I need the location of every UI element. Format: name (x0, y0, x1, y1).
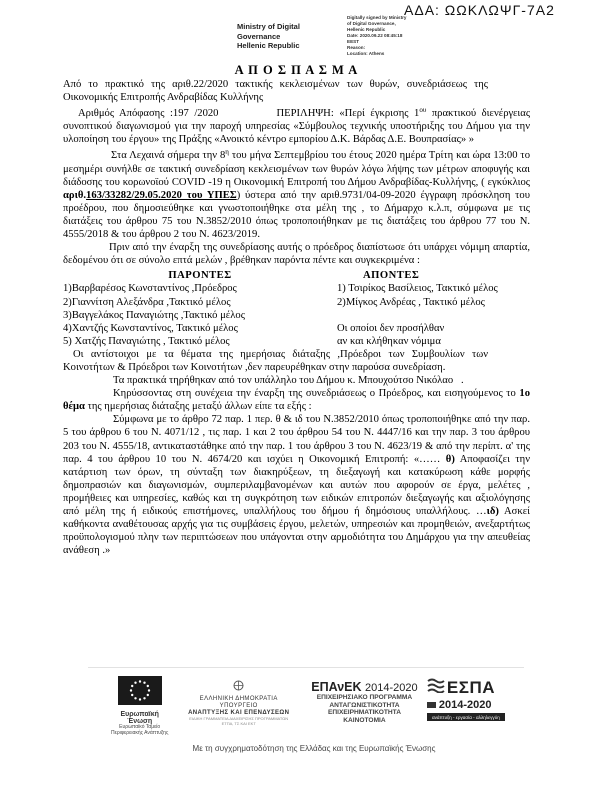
footer-divider (88, 667, 524, 668)
legal-clause-id: ιδ) (486, 506, 499, 517)
epanek-line: ΕΠΙΧΕΙΡΗΜΑΤΙΚΟΤΗΤΑ (327, 709, 401, 717)
decision-number: Αριθμός Απόφασης :197 /2020 (78, 108, 219, 120)
signature-detail-line: of Digital Governance, (347, 21, 396, 26)
legal-basis-paragraph (63, 413, 530, 557)
meeting-ordinal-superscript: η (225, 148, 229, 157)
ada-code: ΑΔΑ: ΩΩΚΛΩΨΓ-7Α2 (404, 2, 555, 18)
absent-member: 1) Τσιρίκος Βασίλειος, Τακτικό μέλος (337, 283, 498, 295)
signature-detail-line: Location: Athens (347, 51, 385, 56)
signature-ministry-line: Governance (237, 31, 281, 41)
espa-logo (423, 676, 520, 721)
epanek-title (306, 680, 423, 694)
ministry-logo (171, 676, 306, 727)
signature-detail-line: Hellenic Republic (347, 27, 386, 32)
attendance-table (63, 269, 530, 348)
present-member: 3)Βαγγελάκος Παναγιώτης ,Τακτικό μέλος (63, 309, 245, 321)
decision-summary-paragraph (63, 104, 530, 146)
espa-years: 2014-2020 (438, 699, 492, 711)
epanek-name: ΕΠΑνΕΚ (311, 680, 362, 694)
signature-ministry-line: Hellenic Republic (237, 41, 300, 50)
absent-note: αν και κλήθηκαν νόμιμα (337, 335, 441, 347)
signature-detail-line: Digitally signed by Ministry (347, 15, 407, 20)
epanek-line: ΑΝΤΑΓΩΝΙΣΤΙΚΟΤΗΤΑ (329, 701, 400, 709)
eu-name: Ευρωπαϊκή Ένωση (120, 711, 159, 725)
ministry-line: ΑΝΑΠΤΥΞΗΣ ΚΑΙ ΕΠΕΝΔΥΣΕΩΝ (188, 710, 290, 716)
epanek-line: ΕΠΙΧΕΙΡΗΣΙΑΚΟ ΠΡΟΓΡΑΜΜΑ (316, 694, 413, 701)
ministry-line: ΥΠΟΥΡΓΕΙΟ (219, 703, 258, 709)
legal-text: Σύμφωνα με το άρθρο 72 παρ. 1 περ. θ & ιδ του Ν.3852/2010 όπως τροποποιήθηκε από την παρ. 5 του άρθρου 6 του Ν. 4071/12 , τις παρ. 1 και 2 του άρθρου 54 του Ν. 4447/16 και την παρ. 3 του άρθρου 203 του Ν. 4555/18, αντικαταστάθηκε από την παρ. 1 του άρθρου 3 του Ν. 4623/19 & από την περίπτ. α' της παρ. 4 του άρθρου 10 του Ν. 4674/20 και ισχύει η Οικονομική Επιτροπή: «…… (63, 414, 530, 465)
legal-text: Αποφασίζει την κατάρτιση των όρων, τη σύνταξη των διακηρύξεων, τη διεξαγωγή και κατακύρωση κάθε μορφής δημοπρασιών και διαγωνισμών, συμπεριλαμβανομένων και αυτών που αφορούν σε έργα, μελέτες , προμήθειες και υπηρεσίες, καθώς και τη συγκρότηση των ειδικών επιτροπών διεξαγωγής και αξιολόγησης από μέλη της ή ειδικούς επιστήμονες, υπαλλήλους του δήμου ή δημόσιους υπαλλήλους. … (63, 453, 530, 517)
epanek-logo (306, 676, 423, 724)
present-header: ΠΑΡΟΝΤΕΣ (168, 270, 232, 282)
eu-flag-icon (118, 692, 162, 709)
espa-waves-icon (427, 678, 445, 698)
meeting-text: ) ύστερα από την αριθ.9731/04-09-2020 έγγραφη πρόσκληση του προέδρου, που δημοσιεύθηκε και γνωστοποιήθηκε στα μέλη της , το Δήμαρχο κ.λ.π, σύμφωνα με τις διατάξεις του άρθρου 75 του Ν.3852/2010 όπως τροποποιήθηκαν με τις διατάξεις του άρθρου 77 του Ν. 4555/2018 & του άρθρου 2 του Ν. 4623/2019. (63, 189, 530, 241)
agenda-item-number: 1ο θέμα (63, 388, 530, 413)
summary-text: πρακτικού διενέργειας συνοπτικού διαγωνισμού για την παροχή υπηρεσίας «Σύμβουλος τεχνικής υποστήριξης του Δήμου για την υλοποίηση του έργου» της Πράξης «Ανοικτό κέντρο εμπορίου Δ.Κ. Βάρδας Δ.Ε. Βουπρασίας» » (63, 108, 531, 146)
ministry-line: ΕΛΛΗΝΙΚΗ ΔΗΜΟΚΡΑΤΙΑ (199, 696, 278, 702)
present-member: 5) Χατζής Παναγιώτης , Τακτικό μέλος (63, 335, 230, 347)
cofunding-caption: Με τη συγχρηματοδότηση της Ελλάδας και της Ευρωπαϊκής Ένωσης (192, 743, 436, 753)
espa-flag-icon (427, 702, 436, 708)
absent-note-blank (337, 309, 530, 322)
eu-fund-line: Ευρωπαϊκό Ταμείο (119, 724, 161, 730)
meeting-text: του μήνα Σεπτεμβρίου του έτους 2020 ημέρα Τρίτη και ώρα 13:00 το μεσημέρι συνήλθε σε τακτική συνεδρίαση κεκλεισμένων των θυρών λόγω λήψης των μέτρων αποφυγής και διάδοσης του κορωνοϊού COVID -19 η Οικονομική Επιτροπή του Δήμου Ανδραβίδας-Κυλλήνης, ( εγκύκλιος (63, 150, 530, 188)
ministry-subline: ΕΤΠΑ, ΤΣ ΚΑΙ ΕΚΤ (221, 720, 256, 726)
absent-note: Οι οποίοι δεν προσήλθαν (337, 322, 445, 334)
summary-text: ΠΕΡΙΛΗΨΗ: «Περί έγκρισης 1 (276, 108, 420, 120)
excerpt-intro-paragraph: Από το πρακτικό της αριθ.22/2020 τακτικής κεκλεισμένων των θυρών, συνεδριάσεως της Οικονομικής Επιτροπής Ανδραβίδας Κυλλήνης (63, 79, 488, 104)
community-presidents-paragraph: Οι αντίστοιχοι με τα θέματα της ημερήσιας διάταξης ,Πρόεδροι των Συμβουλίων των Κοινοτήτων & Πρόεδροι των Κοινοτήτων ,δεν παρευρέθηκαν στην παρούσα συνεδρίαση. (63, 348, 488, 373)
legal-text: Ασκεί καθήκοντα αναθέτουσας αρχής για τις συμβάσεις έργου, μελετών, υπηρεσιών και προμηθειών, ανεξαρτήτως προϋπολογισμού πλην των περιπτώσεων που υπάγονται στην αρμοδιότητα του Δημάρχου για την απευθείας ανάθεση .» (63, 506, 530, 557)
digital-signature-stamp (347, 15, 433, 57)
absent-member: 2)Μίγκος Ανδρέας , Τακτικό μέλος (337, 296, 485, 308)
summary-ordinal-superscript: ου (419, 106, 427, 115)
meeting-details-paragraph (63, 146, 530, 241)
signature-detail-line: Date: 2020.09.22 08:45:18 (347, 33, 403, 38)
document-body (63, 78, 530, 557)
opening-text: της ημερήσιας διάταξης μεταξύ άλλων είπε τα εξής : (84, 401, 312, 413)
eu-flag-logo (108, 676, 171, 737)
present-member: 1)Βαρβαρέσος Κωνσταντίνος ,Πρόεδρος (63, 283, 237, 295)
legal-clause-theta: θ) (445, 453, 455, 465)
greek-emblem-icon (233, 678, 244, 695)
ministry-subline: ΕΙΔΙΚΗ ΓΡΑΜΜΑΤΕΙΑ ΔΙΑΧΕΙΡΙΣΗΣ ΠΡΟΓΡΑΜΜΑΤΩΝ (189, 716, 289, 721)
minutes-keeper-paragraph: Τα πρακτικά τηρήθηκαν από τον υπάλληλο του Δήμου κ. Μπουχούτσο Νικόλαο . (113, 375, 464, 387)
epanek-years: 2014-2020 (365, 682, 418, 694)
espa-name: ΕΣΠΑ (446, 678, 496, 697)
funding-footer (108, 676, 520, 753)
meeting-text: Στα Λεχαινά σήμερα την 8 (111, 150, 226, 162)
session-opening-paragraph (63, 387, 530, 413)
quorum-paragraph: Πριν από την έναρξη της συνεδρίασης αυτής ο πρόεδρος διαπίστωσε ότι υπάρχει νόμιμη απαρτία, δεδομένου ότι σε σύνολο επτά μελών , βρέθηκαν παρόντα πέντε και συγκεκριμένα : (63, 242, 530, 267)
epanek-line: ΚΑΙΝΟΤΟΜΙΑ (343, 716, 386, 724)
signature-detail-line: Reason: (347, 45, 366, 50)
circular-ref-label: αριθ. (63, 189, 87, 201)
signature-ministry-name (237, 22, 337, 51)
present-member: 4)Χαντζής Κωνσταντίνος, Τακτικό μέλος (63, 322, 238, 334)
absent-header: ΑΠΟΝΤΕΣ (363, 270, 420, 282)
document-title: Α Π Ο Σ Π Α Σ Μ Α (234, 63, 359, 77)
espa-tagline: ανάπτυξη - εργασία - αλληλεγγύη (427, 713, 505, 721)
opening-text: Κηρύσσοντας στη συνέχεια την έναρξη της συνεδριάσεως ο Πρόεδρος, και εισηγούμενος το (113, 388, 520, 400)
circular-ref-number: 163/33282/29.05.2020 του ΥΠΕΣ (86, 189, 237, 201)
signature-ministry-line: Ministry of Digital (237, 22, 300, 31)
signature-detail-line: EEST (347, 39, 359, 44)
present-member: 2)Γιαννίτση Αλεξάνδρα ,Τακτικό μέλος (63, 296, 231, 308)
funding-logos-row (108, 676, 520, 737)
eu-fund-line: Περιφερειακής Ανάπτυξης (111, 729, 169, 736)
